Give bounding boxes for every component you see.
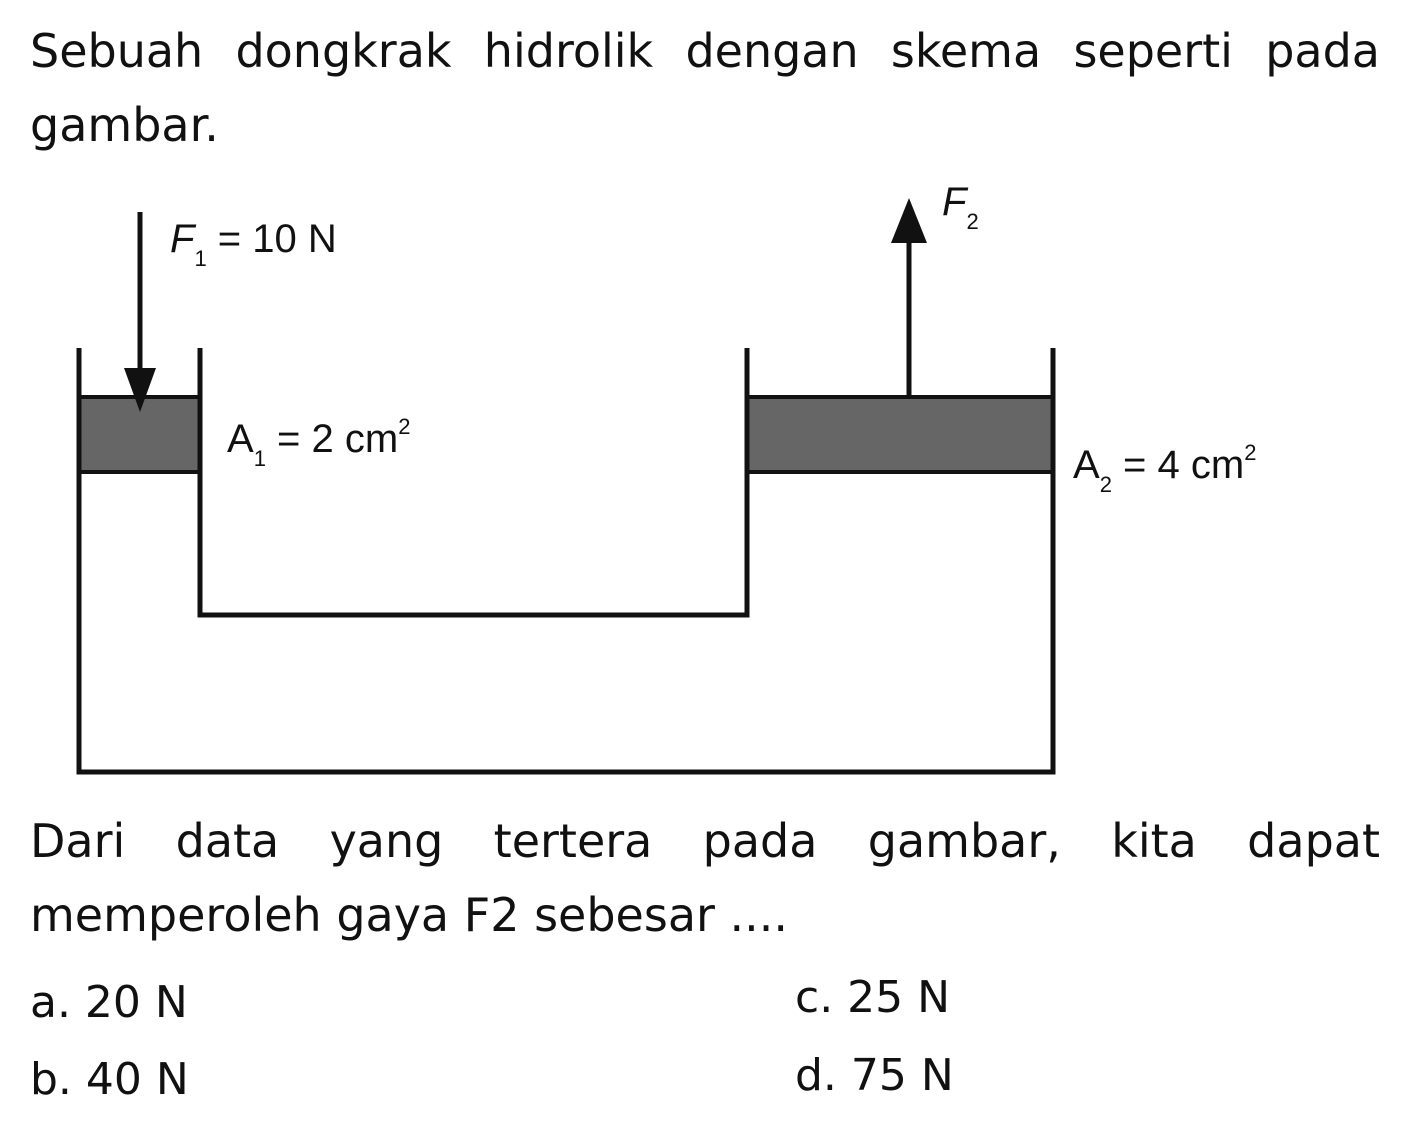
- intro-text: Sebuah dongkrak hidrolik dengan skema seperti pada gambar.: [30, 24, 1380, 152]
- f2-arrow: [891, 198, 927, 397]
- a2-label: A2 = 4 cm2: [1073, 440, 1257, 497]
- option-b[interactable]: b. 40 N: [30, 1054, 189, 1105]
- question-text: Dari data yang tertera pada gambar, kita dapat memperoleh gaya F2 sebesar ....: [30, 814, 1380, 942]
- option-c[interactable]: c. 25 N: [795, 972, 951, 1023]
- option-d[interactable]: d. 75 N: [795, 1050, 954, 1101]
- f2-label: F2: [942, 180, 979, 234]
- piston-large: [747, 397, 1053, 472]
- a1-label: A1 = 2 cm2: [227, 414, 411, 471]
- f1-label: F1 = 10 N: [170, 217, 337, 271]
- option-a[interactable]: a. 20 N: [30, 977, 188, 1028]
- f1-arrow: [124, 212, 156, 412]
